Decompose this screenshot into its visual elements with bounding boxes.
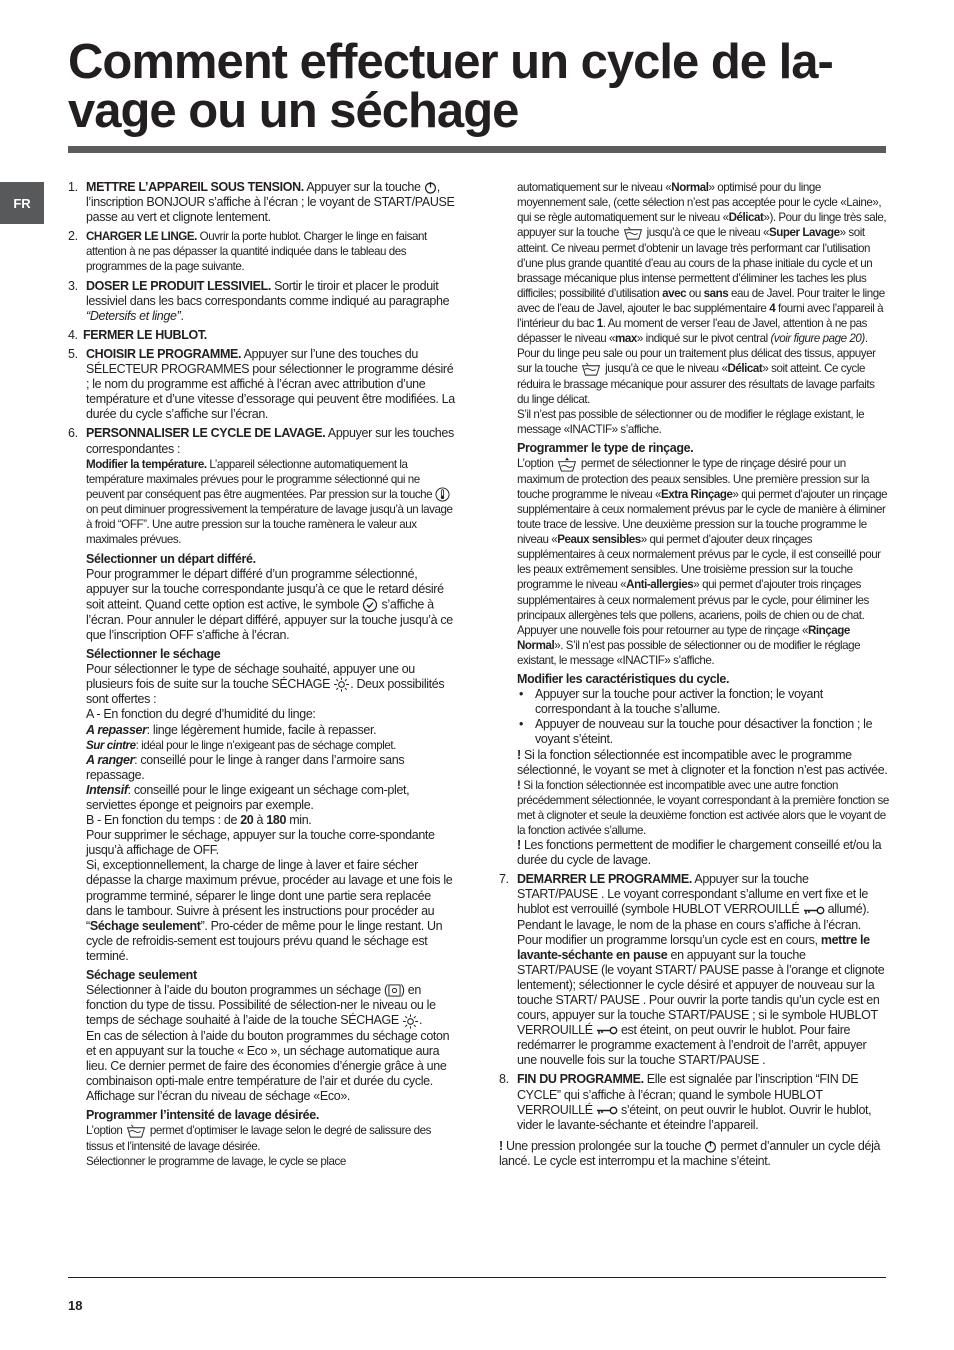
intensity-text: . Au moment de verser l’eau de Javel, attention à ne pas dépasser le niveau « [517, 317, 867, 346]
section-reference: “Detersifs et linge” [86, 308, 181, 323]
step-text: Sortir le tiroir et placer le produit lessiviel dans les bacs correspondants comme indiqué au paragraphe [86, 278, 450, 308]
step-title: CHOISIR LE PROGRAMME. [86, 346, 242, 361]
warning-text: permet d’annuler un cycle déjà lancé. Le cycle est interrompu et la machine s’éteint. [499, 1138, 881, 1168]
step-text: Appuyer sur les touches correspondantes : [86, 426, 454, 456]
intensity-text: » soit atteint. Ce cycle réduira le brassage mécanique pour assurer des résultats de lavage parfaits du linge délicat. [517, 362, 875, 406]
wash-intensity-icon [125, 1124, 147, 1139]
warning-text: Si la fonction sélectionnée est incompatible avec une autre fonction précédemment sélectionnée, le voyant correspondant à la première fonction se met à clignoter et seule la deuxième fonction est activée alors que le voyant de la fonction activée s’allume. [517, 778, 889, 837]
warning-mark: ! [517, 838, 521, 853]
level-name: Délicat [727, 362, 763, 376]
door-lock-key-icon [596, 1026, 618, 1035]
power-icon [704, 1140, 717, 1153]
drying-sun-icon [402, 1014, 419, 1029]
delay-text: Pour programmer le départ différé d’un programme sélectionné, appuyer sur la touche correspondante jusqu’à ce que le retard désiré soit atteint. Quand cette option est active, le symbole [86, 566, 444, 612]
thermometer-icon [435, 487, 450, 502]
language-tab: FR [0, 182, 44, 224]
step-number: 7. [499, 872, 509, 887]
drying-level-text: : conseillé pour le linge exigeant un séchage com-plet, serviettes éponge et peignoirs par exemple. [86, 782, 410, 813]
emphasis: 4 [769, 302, 776, 316]
step-8 [499, 1072, 889, 1132]
max-time: 180 [266, 813, 287, 828]
drying-level-name: A ranger [86, 752, 135, 767]
step-3 [68, 279, 456, 324]
rinse-text: » qui permet d’ajouter trois rinçages supplémentaires à ceux normalement prévus par le cycle, pour éliminer les principaux allergènes tels que pollens, acariens, poils de chien ou de chat. Appuyer une nouvelle fois pour retourner au type de rinçage « [517, 578, 869, 637]
list-item-text: Appuyer sur la touche pour activer la fonction; le voyant correspondant à la touche s’allume. [535, 687, 823, 717]
title-divider [68, 146, 886, 153]
step-title: CHARGER LE LINGE. [86, 230, 197, 244]
level-name: Délicat [728, 211, 764, 225]
emphasis: avec [662, 287, 687, 300]
intensity-text: jusqu’à ce que le niveau « [643, 226, 769, 240]
intensity-continued [517, 180, 889, 437]
emphasis: sans [703, 287, 729, 300]
step-2 [68, 229, 456, 274]
drying-text: Pour sélectionner le type de séchage souhaité, appuyer une ou plusieurs fois de suite sur la touche SÉCHAGE [86, 662, 415, 692]
eco-drying-text: En cas de sélection à l’aide du bouton programmes du séchage coton et en appuyant sur la touche « Eco », un séchage automatique aura lieu. Ce dernier permet de faire des économies d’énergie grâce à une combinaison opti-male entre température de l’air et durée du cycle. Affichage sur l’écran du niveau de séchage «Eco». [86, 1028, 450, 1104]
drying-text: . Deux possibilités sont offertes : [86, 677, 445, 707]
intensity-text: S’il n’est pas possible de sélectionner ou de modifier le réglage existant, le message «INACTIF» s’affiche. [517, 408, 865, 437]
figure-reference: (voir figure page 20) [770, 332, 865, 346]
delay-heading: Sélectionner un départ différé. [86, 551, 256, 566]
drying-option-text: min. [286, 813, 312, 828]
level-name: Peaux sensibles [557, 533, 641, 547]
drying-only-text: . [419, 1013, 423, 1028]
intensity-text: » indiqué sur le pivot central [636, 332, 771, 346]
step-title: PERSONNALISER LE CYCLE DE LAVAGE. [86, 426, 326, 441]
warning-text: Une pression prolongée sur la touche [502, 1138, 705, 1153]
step-text: s’éteint, on peut ouvrir le hublot. Ouvrir le hublot, vider le lavante-séchante et éteindre l’appareil. [517, 1102, 872, 1132]
step-text: Appuyer sur la touche [303, 180, 424, 194]
step-text: en appuyant sur la touche START/PAUSE (le voyant START/ PAUSE passe à l’orange et clignote lentement); sélectionner le cycle désiré et appuyer de nouveau sur la touche START/ PAUSE . Pour ouvrir la porte tandis qu’un cycle est en cours, appuyer sur la touche START/PAUSE ; si le symbole HUBLOT VERROUILLÉ [517, 947, 885, 1038]
intensity-text: L’option [86, 1124, 126, 1138]
modify-heading: Modifier les caractéristiques du cycle. [517, 672, 730, 687]
rinse-heading: Programmer le type de rinçage. [517, 441, 694, 456]
bullet: • [519, 717, 524, 732]
overload-text: ”. Pro-céder de même pour le linge restant. Un cycle de refroidis-sement est toujours prévu quand le séchage est terminé. [86, 918, 443, 963]
power-icon [424, 181, 437, 194]
temperature-heading: Modifier la température. [86, 457, 207, 471]
overload-reference: Séchage seulement [89, 918, 201, 933]
drying-level-name: A repasser [86, 722, 147, 737]
step-text: Ouvrir la porte hublot. Charger le linge en faisant attention à ne pas dépasser la quantité indiquée dans le tableau des programmes de la page suivante. [86, 230, 427, 274]
right-column [499, 180, 889, 1169]
rinse-text: » qui permet d’ajouter un rinçage supplémentaire à ceux normalement prévus par le cycle de manière à éliminer toute trace de lessive. Une deuxième pression sur la touche programme le niveau « [517, 487, 888, 547]
warning-note [517, 778, 889, 838]
page-title: Comment effectuer un cycle de la-vage ou un séchage [68, 35, 833, 138]
delay-clock-icon [362, 597, 378, 613]
level-name: Rinçage Normal [517, 623, 850, 652]
bullet: • [519, 687, 524, 702]
intensity-text: ou [686, 287, 704, 300]
drying-option-b [86, 813, 456, 828]
rinse-text: » qui permet d’ajouter deux rinçages supplémentaires à ceux normalement prévus par le cycle, il est conseillé pour les peaux extrêmement sensibles. Une troisième pression sur la touche programme le niveau « [517, 533, 881, 592]
drying-level-text: : linge légèrement humide, facile à repasser. [146, 722, 377, 737]
step-text: Appuyer sur la touche START/PAUSE . Le voyant correspondant s’allume en vert fixe et le hublot est verrouillé (symbole HUBLOT VERROUILLÉ [517, 872, 869, 917]
level-name: Extra Rinçage [661, 487, 733, 501]
warning-mark: ! [517, 778, 521, 792]
intensity-text: . Pour du linge peu sale ou pour un traitement plus délicat des tissus, appuyer sur la touche [517, 332, 876, 376]
intensity-text: eau de Javel. Pour traiter le linge avec de l’eau de Javel, ajouter le bac supplémentaire [517, 287, 885, 316]
drying-cancel-text: Pour supprimer le séchage, appuyer sur la touche corre-spondante jusqu’à affichage de OFF. [86, 828, 435, 858]
step-text: est éteint, on peut ouvrir le hublot. Pour faire redémarrer le programme exactement à l’endroit de l’arrêt, appuyer une nouvelle fois sur la touche START/PAUSE . [517, 1023, 867, 1068]
wash-intensity-icon [580, 362, 602, 377]
drying-only-text: Sélectionner à l’aide du bouton programmes un séchage ( [86, 983, 388, 998]
final-warning [499, 1139, 889, 1169]
step-number: 6. [68, 426, 78, 441]
rinse-text: L’option [517, 457, 557, 471]
warning-text: Si la fonction sélectionnée est incompatible avec le programme sélectionné, le voyant se met à clignoter et la fonction n’est pas activée. [517, 747, 888, 777]
warning-note [517, 748, 889, 778]
step-number: 8. [499, 1072, 509, 1087]
intensity-text: » soit atteint. Ce niveau permet d’obtenir un lavage très performant car l’utilisation d’une plus grande quantité d’eau au cours de la phase initiale du cycle et un brassage mécanique plus intense permettent d’éliminer les taches les plus difficiles; possibilité d’utilisation [517, 226, 873, 300]
warning-mark: ! [499, 1138, 503, 1153]
intensity-text: » optimisé pour du linge moyennement sale, (cette sélection n’est pas acceptée pour le cycle «Laine», qui se règle automatiquement sur le niveau « [517, 181, 882, 225]
step-text: , l’inscription BONJOUR s’affiche à l’écran ; le voyant de START/PAUSE passe au vert et clignote lentement. [86, 180, 455, 225]
drying-level-name: Intensif [86, 782, 128, 797]
drying-option-text: B - En fonction du temps : de [86, 813, 241, 828]
step-number: 4. [68, 327, 78, 342]
drying-only-text: ) en fonction du type de tissu. Possibilité de sélection-ner le niveau ou le temps de séchage souhaité à l’aide de la touche SÉCHAGE [86, 983, 436, 1028]
rinse-icon [556, 457, 578, 472]
step-title: FIN DU PROGRAMME. [517, 1072, 644, 1087]
rinse-text-block [517, 456, 889, 668]
emphasis: max [615, 332, 637, 346]
intensity-heading: Programmer l’intensité de lavage désirée. [86, 1108, 319, 1123]
emphasis: 1 [596, 317, 603, 331]
door-lock-key-icon [803, 906, 825, 915]
intensity-text: automatiquement sur le niveau « [517, 181, 672, 194]
step-5 [68, 347, 456, 422]
step-1 [68, 180, 456, 225]
drying-level-text: : idéal pour le linge n’exigeant pas de séchage complet. [135, 738, 396, 752]
list-item-text: Appuyer de nouveau sur la touche pour désactiver la fonction ; le voyant s’éteint. [535, 717, 873, 747]
step-text: Appuyer sur l’une des touches du SÉLECTEUR PROGRAMMES pour sélectionner le programme désiré ; le nom du programme est affiché à l’écran avec attribution d’une température et d’une vitesse d’essorage qui peuvent être modifiées. La durée du cycle s’affiche sur l’écran. [86, 346, 455, 422]
list-item [517, 687, 889, 717]
rinse-text: ». S’il n’est pas possible de sélectionner ou de modifier le réglage existant, le message «INACTIF» s’affiche. [517, 638, 861, 667]
step-number: 1. [68, 180, 78, 194]
level-name: Anti-allergies [626, 578, 694, 592]
step-7 [499, 872, 889, 1068]
warning-text: Les fonctions permettent de modifier le chargement conseillé et/ou la durée du cycle de lavage. [517, 838, 882, 868]
drying-option-text: à [253, 813, 267, 828]
step-number: 5. [68, 346, 78, 361]
drying-level-name: Sur cintre [86, 738, 136, 752]
step-number: 2. [68, 229, 78, 244]
delay-text: s’affiche à l’écran. Pour annuler le départ différé, appuyer sur la touche jusqu’à ce que l’inscription OFF s’affiche à l’écran. [86, 597, 453, 642]
footer-divider [68, 1277, 886, 1278]
step-emphasis: mettre le lavante-séchante en pause [517, 932, 870, 962]
step-number: 3. [68, 278, 78, 293]
drying-sun-icon [333, 677, 350, 692]
warning-note [517, 838, 889, 868]
drying-level-text: : conseillé pour le linge à ranger dans l’armoire sans repassage. [86, 752, 405, 782]
intensity-text: »). Pour du linge très sale, appuyer sur la touche [517, 211, 887, 240]
intensity-text: jusqu’à ce que le niveau « [602, 362, 728, 376]
rinse-text: permet de sélectionner le type de rinçage désiré pour un maximum de protection des peaux sensibles. Une première pression sur la touche programme le niveau « [517, 457, 870, 501]
drying-program-icon [388, 983, 401, 998]
list-item [517, 717, 889, 747]
page-number: 18 [68, 1298, 83, 1313]
temperature-text: L’appareil sélectionne automatiquement la température maximales prévues pour le programme sélectionné qui ne peuvent par conséquent pas être augmentées. Par pression sur la touche [86, 457, 435, 501]
intensity-text: Sélectionner le programme de lavage, le cycle se place [86, 1154, 346, 1168]
drying-option-a: A - En fonction du degré d’humidité du linge: [86, 707, 316, 722]
intensity-text: permet d’optimiser le lavage selon le degré de salissure des tissus et l’intensité de lavage désirée. [86, 1124, 431, 1153]
min-time: 20 [240, 813, 254, 828]
level-name: Normal [671, 181, 709, 194]
step-text: allumé). Pendant le lavage, le nom de la phase en cours s’affiche à l’écran. Pour modifier un programme lorsqu’un cycle est en cours, [517, 902, 870, 947]
step-6 [68, 426, 456, 1168]
intensity-text: fourni avec l’appareil à l’intérieur du bac [517, 302, 884, 331]
step-text: Elle est signalée par l’inscription “FIN DE CYCLE” qui s’affiche à l’écran; quand le symbole HUBLOT VERROUILLÉ [517, 1072, 859, 1117]
door-lock-key-icon [596, 1106, 618, 1115]
overload-text: Si, exceptionnellement, la charge de linge à laver et faire sécher dépasse la charge maximum prévue, procéder au lavage et une fois le programme terminé, séparer le linge dont une partie sera replacée dans le tambour. Suivre à présent les instructions pour procéder au “ [86, 858, 453, 933]
step-title: METTRE L’APPAREIL SOUS TENSION. [86, 180, 304, 194]
step-title: DOSER LE PRODUIT LESSIVIEL. [86, 278, 272, 293]
drying-only-heading: Séchage seulement [86, 968, 197, 983]
wash-intensity-icon [622, 226, 644, 241]
step-title: FERMER LE HUBLOT. [83, 327, 207, 342]
drying-heading: Sélectionner le séchage [86, 646, 221, 661]
step-text: . [180, 308, 184, 323]
level-name: Super Lavage [768, 226, 840, 240]
left-column [68, 180, 456, 1173]
step-title: DEMARRER LE PROGRAMME. [517, 872, 692, 887]
warning-mark: ! [517, 747, 521, 762]
step-4 [68, 328, 456, 343]
temperature-text: on peut diminuer progressivement la température de lavage jusqu’à un lavage à froid “OFF”. Une autre pression sur la touche ramènera le valeur aux maximales prévues. [86, 503, 453, 547]
